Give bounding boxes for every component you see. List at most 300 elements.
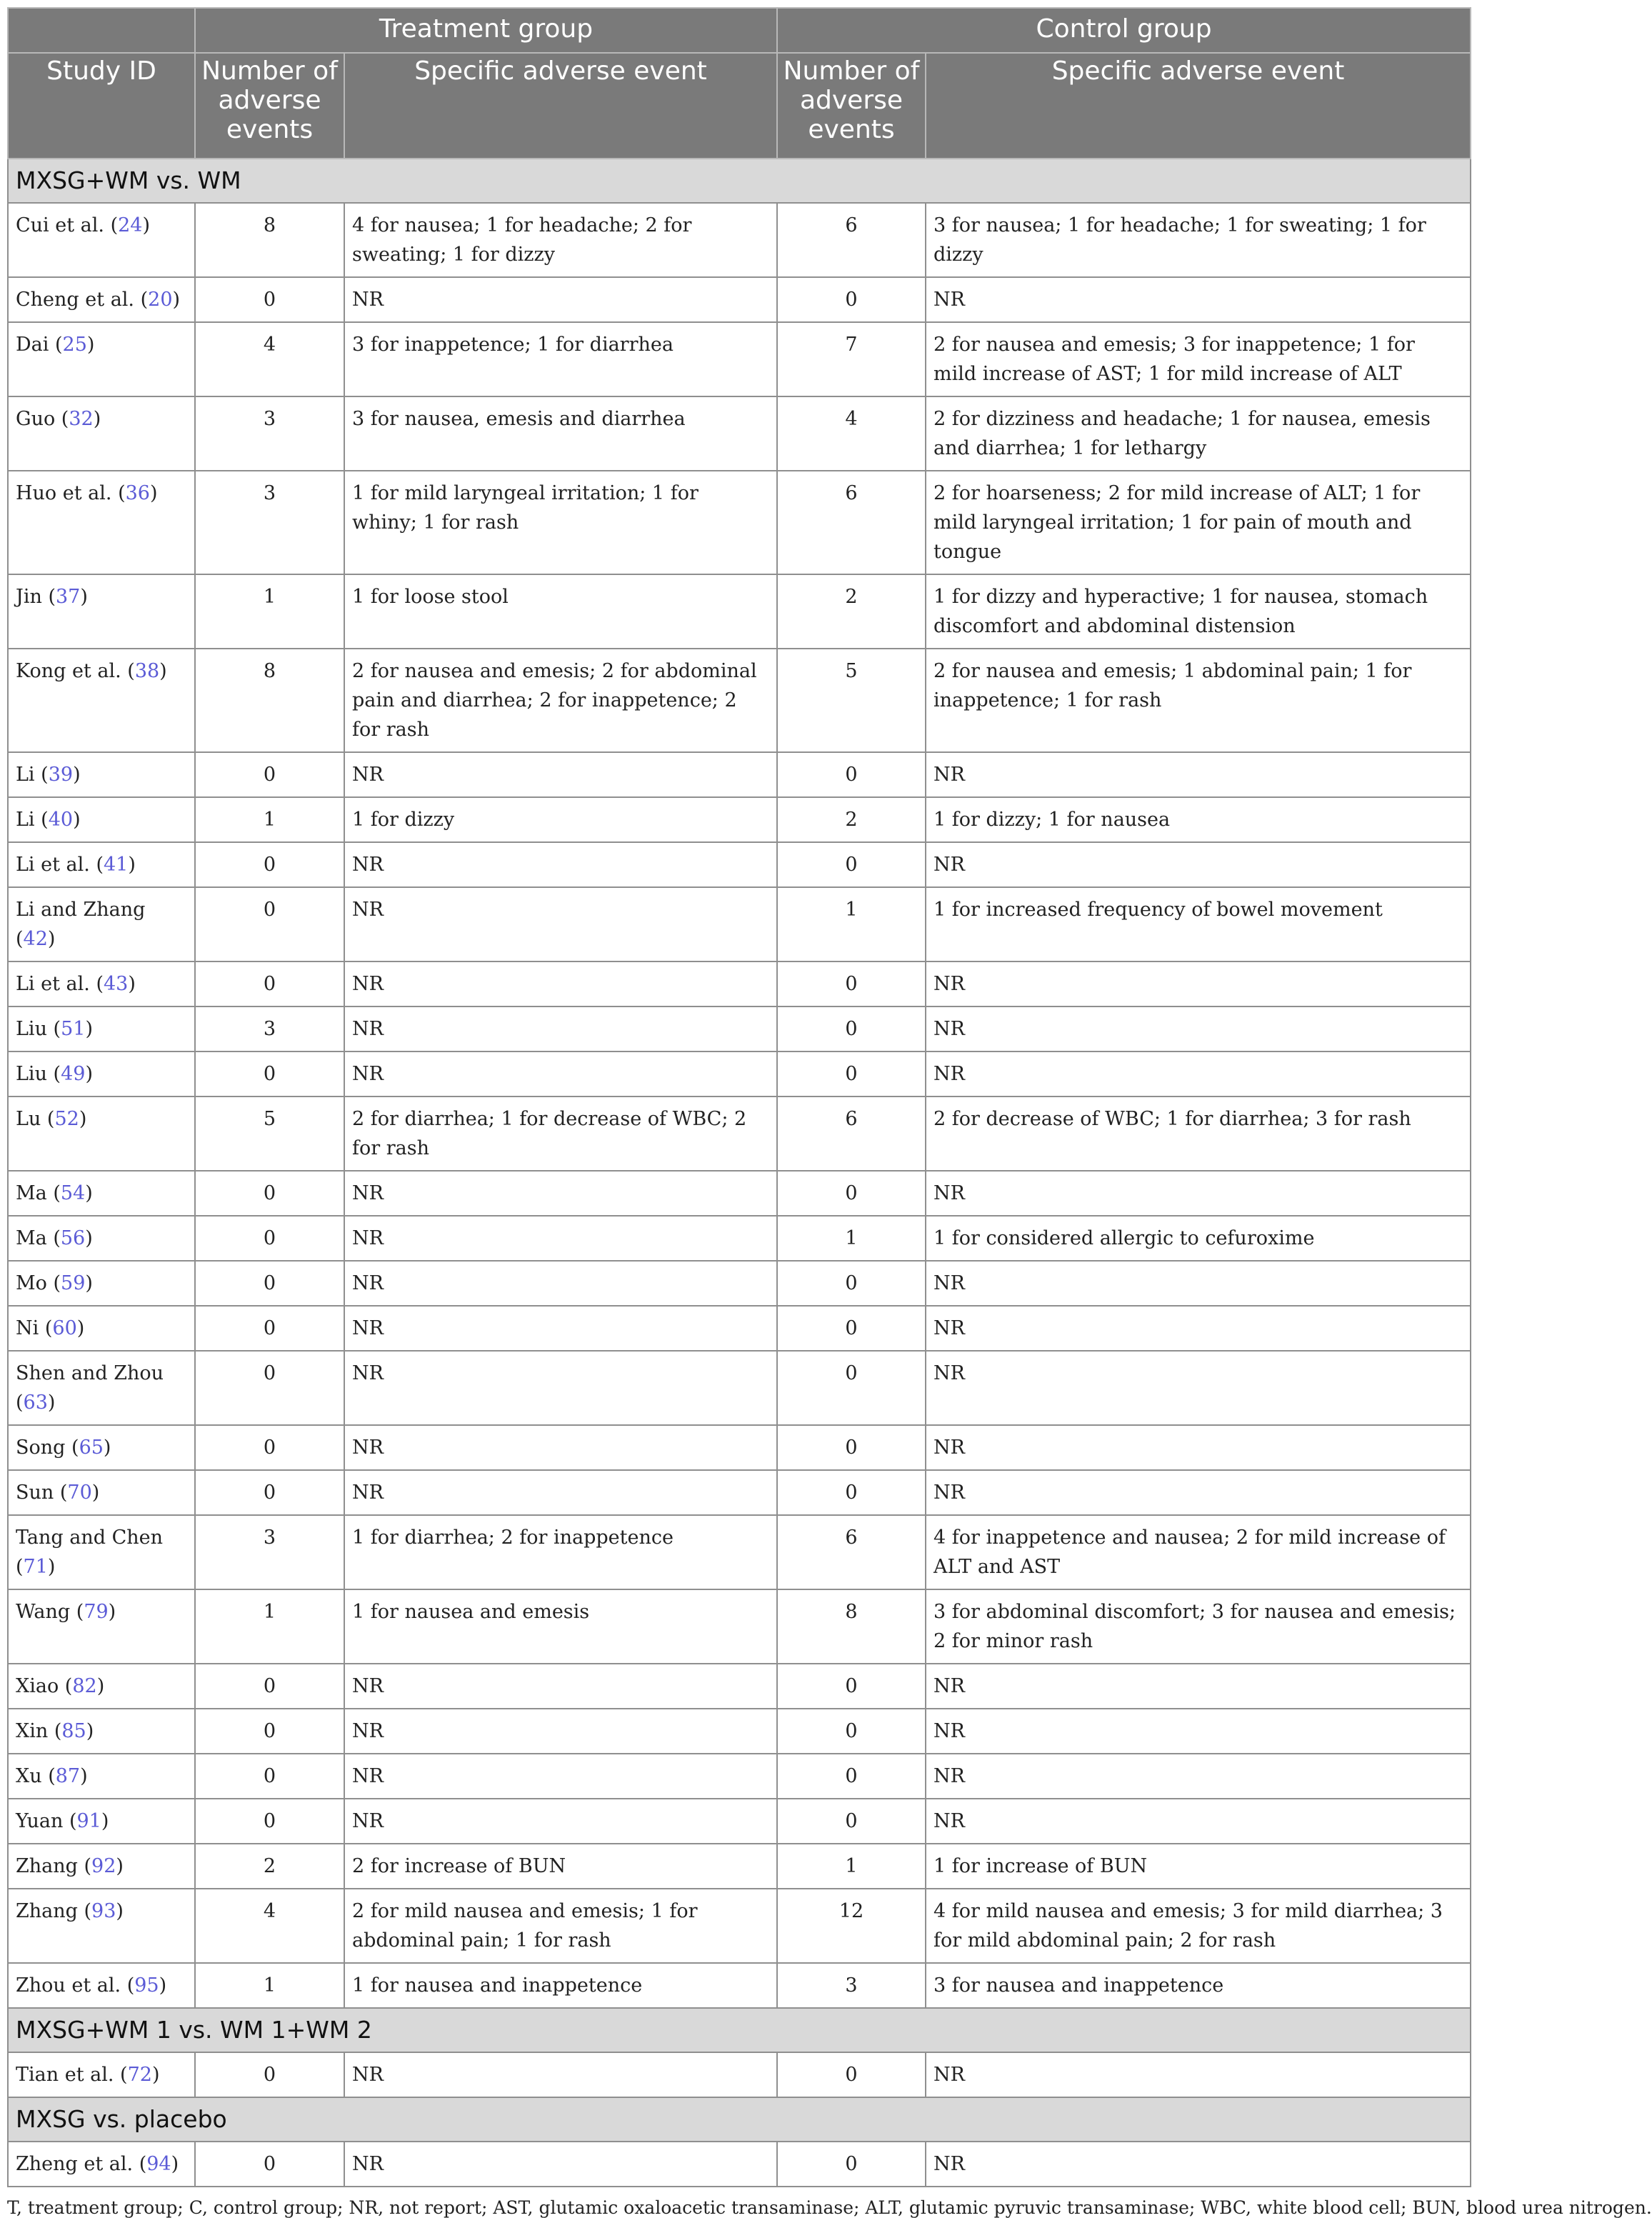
ref-paren-open: (: [55, 408, 69, 430]
table-container: [7, 7, 1652, 2218]
section-title: MXSG+WM vs. WM: [8, 159, 1471, 203]
table-header: [8, 8, 1471, 159]
study-id-cell: [8, 1799, 195, 1844]
control-specific-event: NR: [926, 2142, 1471, 2187]
control-specific-event: NR: [926, 2052, 1471, 2097]
treatment-specific-event: NR: [344, 887, 777, 961]
table-row: [8, 1754, 1471, 1799]
treatment-specific-event: 1 for mild laryngeal irritation; 1 for whiny; 1 for rash: [344, 471, 777, 574]
control-num-events: 6: [777, 471, 926, 574]
reference-link[interactable]: 91: [76, 1810, 101, 1832]
reference-link[interactable]: 93: [91, 1900, 116, 1922]
reference-link[interactable]: 56: [60, 1227, 86, 1249]
table-row: [8, 1889, 1471, 1963]
control-specific-event: 3 for nausea; 1 for headache; 1 for sweating; 1 for dizzy: [926, 203, 1471, 277]
table-row: [8, 1963, 1471, 2008]
control-specific-event: 1 for increased frequency of bowel movement: [926, 887, 1471, 961]
study-name: Tian et al.: [16, 2064, 114, 2086]
study-name: Sun: [16, 1482, 54, 1504]
treatment-num-events: 8: [195, 649, 344, 752]
reference-link[interactable]: 41: [104, 854, 129, 876]
table-row: [8, 887, 1471, 961]
treatment-num-events: 0: [195, 1754, 344, 1799]
control-specific-event: 4 for mild nausea and emesis; 3 for mild diarrhea; 3 for mild abdominal pain; 2 for rash: [926, 1889, 1471, 1963]
section-row: [8, 2008, 1471, 2052]
reference-link[interactable]: 92: [91, 1855, 116, 1877]
control-num-events: 2: [777, 797, 926, 842]
control-num-events: 8: [777, 1589, 926, 1664]
reference-link[interactable]: 38: [134, 660, 160, 682]
ref-paren-close: ): [93, 408, 101, 430]
study-name: Wang: [16, 1601, 71, 1623]
table-footnote: T, treatment group; C, control group; NR, not report; AST, glutamic oxaloacetic transaminase; ALT, glutamic pyruvic transaminase; WBC, white blood cell; BUN, blood urea nitrogen.: [7, 2197, 1652, 2218]
section-row: [8, 2097, 1471, 2142]
reference-link[interactable]: 42: [23, 928, 48, 950]
study-id-cell: [8, 396, 195, 471]
control-num-events: 6: [777, 203, 926, 277]
ref-paren-close: ): [151, 2064, 160, 2086]
table-row: [8, 1261, 1471, 1306]
table-body: [8, 159, 1471, 2187]
treatment-specific-event: NR: [344, 842, 777, 887]
control-specific-event: 1 for increase of BUN: [926, 1844, 1471, 1889]
control-num-events: 0: [777, 1306, 926, 1351]
table-row: [8, 842, 1471, 887]
section-title: MXSG vs. placebo: [8, 2097, 1471, 2142]
control-specific-event: 2 for decrease of WBC; 1 for diarrhea; 3 for rash: [926, 1096, 1471, 1171]
study-id-cell: [8, 203, 195, 277]
ref-paren-close: ): [85, 1063, 93, 1085]
control-num-events: 0: [777, 752, 926, 797]
ref-paren-close: ): [79, 1108, 87, 1130]
control-num-events: 6: [777, 1096, 926, 1171]
treatment-specific-event: NR: [344, 1470, 777, 1515]
control-num-events: 0: [777, 1051, 926, 1096]
ref-paren-close: ): [116, 1855, 124, 1877]
study-name: Li et al.: [16, 854, 90, 876]
control-specific-event: NR: [926, 1006, 1471, 1051]
treatment-specific-event: 2 for increase of BUN: [344, 1844, 777, 1889]
control-specific-event: NR: [926, 961, 1471, 1006]
treatment-num-events: 3: [195, 471, 344, 574]
study-name: Liu: [16, 1063, 47, 1085]
control-num-events: 0: [777, 1799, 926, 1844]
reference-link[interactable]: 71: [23, 1556, 48, 1578]
table-row: [8, 2052, 1471, 2097]
ref-paren-close: ): [86, 1720, 94, 1742]
study-name: Li: [16, 809, 35, 831]
study-name: Ma: [16, 1227, 47, 1249]
ref-paren-close: ): [128, 973, 136, 995]
table-row: [8, 1006, 1471, 1051]
table-row: [8, 2142, 1471, 2187]
ref-paren-close: ): [108, 1601, 116, 1623]
study-id-cell: [8, 471, 195, 574]
table-row: [8, 1216, 1471, 1261]
control-num-events: 0: [777, 2142, 926, 2187]
treatment-num-events: 0: [195, 1709, 344, 1754]
ref-paren-close: ): [103, 1437, 111, 1459]
study-id-cell: [8, 1261, 195, 1306]
treatment-num-events: 0: [195, 1470, 344, 1515]
reference-link[interactable]: 24: [118, 214, 143, 236]
ref-paren-close: ): [76, 1317, 85, 1339]
study-name: Kong et al.: [16, 660, 121, 682]
ref-paren-open: (: [114, 2064, 128, 2086]
ref-paren-close: ): [73, 809, 81, 831]
study-id-cell: [8, 1171, 195, 1216]
ref-paren-close: ): [142, 214, 151, 236]
header-treatment-specific-event: Specific adverse event: [344, 53, 777, 159]
study-name: Ma: [16, 1182, 47, 1204]
table-row: [8, 1470, 1471, 1515]
control-specific-event: 2 for dizziness and headache; 1 for nausea, emesis and diarrhea; 1 for lethargy: [926, 396, 1471, 471]
treatment-specific-event: 1 for loose stool: [344, 574, 777, 649]
table-row: [8, 961, 1471, 1006]
reference-link[interactable]: 82: [72, 1675, 97, 1697]
reference-link[interactable]: 59: [61, 1272, 86, 1294]
study-name: Zhang: [16, 1900, 78, 1922]
header-blank: [8, 8, 195, 53]
ref-paren-open: (: [46, 1272, 61, 1294]
treatment-num-events: 0: [195, 1425, 344, 1470]
ref-paren-open: (: [34, 764, 49, 786]
ref-paren-close: ): [159, 660, 167, 682]
reference-link[interactable]: 54: [60, 1182, 86, 1204]
treatment-specific-event: NR: [344, 1664, 777, 1709]
treatment-num-events: 0: [195, 1261, 344, 1306]
ref-paren-open: (: [46, 1018, 61, 1040]
ref-paren-open: (: [41, 586, 56, 608]
study-id-cell: [8, 2052, 195, 2097]
control-specific-event: 2 for hoarseness; 2 for mild increase of ALT; 1 for mild laryngeal irritation; 1 for pain of mouth and tongue: [926, 471, 1471, 574]
control-specific-event: 1 for dizzy; 1 for nausea: [926, 797, 1471, 842]
reference-link[interactable]: 85: [61, 1720, 86, 1742]
ref-paren-close: ): [47, 1556, 56, 1578]
study-id-cell: [8, 322, 195, 396]
control-specific-event: 2 for nausea and emesis; 1 abdominal pain; 1 for inappetence; 1 for rash: [926, 649, 1471, 752]
ref-paren-open: (: [16, 1556, 24, 1578]
ref-paren-close: ): [85, 1227, 93, 1249]
reference-link[interactable]: 63: [23, 1392, 48, 1414]
ref-paren-open: (: [134, 289, 149, 311]
study-id-cell: [8, 1754, 195, 1799]
study-name: Tang and Chen: [16, 1527, 164, 1549]
ref-paren-open: (: [41, 1108, 55, 1130]
study-id-cell: [8, 961, 195, 1006]
study-id-cell: [8, 887, 195, 961]
table-row: [8, 203, 1471, 277]
reference-link[interactable]: 65: [79, 1437, 104, 1459]
treatment-specific-event: NR: [344, 1216, 777, 1261]
control-specific-event: NR: [926, 1425, 1471, 1470]
control-specific-event: NR: [926, 1754, 1471, 1799]
table-row: [8, 1709, 1471, 1754]
study-name: Mo: [16, 1272, 47, 1294]
control-num-events: 4: [777, 396, 926, 471]
study-id-cell: [8, 1515, 195, 1589]
study-name: Zhou et al.: [16, 1974, 121, 1997]
ref-paren-close: ): [80, 1765, 88, 1787]
study-id-cell: [8, 1425, 195, 1470]
treatment-specific-event: NR: [344, 277, 777, 322]
treatment-specific-event: NR: [344, 1351, 777, 1425]
table-row: [8, 1171, 1471, 1216]
table-row: [8, 277, 1471, 322]
study-name: Huo et al.: [16, 482, 112, 504]
reference-link[interactable]: 72: [127, 2064, 152, 2086]
study-id-cell: [8, 1963, 195, 2008]
treatment-specific-event: NR: [344, 1799, 777, 1844]
treatment-num-events: 0: [195, 752, 344, 797]
table-row: [8, 574, 1471, 649]
ref-paren-open: (: [46, 1063, 61, 1085]
treatment-specific-event: 3 for nausea, emesis and diarrhea: [344, 396, 777, 471]
study-id-cell: [8, 1844, 195, 1889]
ref-paren-close: ): [80, 586, 88, 608]
ref-paren-close: ): [85, 1018, 93, 1040]
ref-paren-open: (: [111, 482, 126, 504]
reference-link[interactable]: 94: [146, 2153, 171, 2175]
study-id-cell: [8, 1351, 195, 1425]
treatment-num-events: 3: [195, 396, 344, 471]
control-specific-event: 3 for nausea and inappetence: [926, 1963, 1471, 2008]
control-num-events: 0: [777, 1664, 926, 1709]
control-num-events: 0: [777, 1171, 926, 1216]
study-name: Xiao: [16, 1675, 59, 1697]
reference-link[interactable]: 60: [52, 1317, 77, 1339]
study-id-cell: [8, 649, 195, 752]
control-num-events: 1: [777, 1216, 926, 1261]
ref-paren-open: (: [63, 1810, 77, 1832]
reference-link[interactable]: 37: [55, 586, 81, 608]
treatment-specific-event: NR: [344, 1171, 777, 1216]
study-id-cell: [8, 1664, 195, 1709]
section-row: [8, 159, 1471, 203]
reference-link[interactable]: 40: [48, 809, 74, 831]
treatment-specific-event: 2 for nausea and emesis; 2 for abdominal pain and diarrhea; 2 for inappetence; 2 for rash: [344, 649, 777, 752]
ref-paren-close: ): [96, 1675, 105, 1697]
control-specific-event: 4 for inappetence and nausea; 2 for mild increase of ALT and AST: [926, 1515, 1471, 1589]
control-num-events: 6: [777, 1515, 926, 1589]
reference-link[interactable]: 52: [54, 1108, 79, 1130]
ref-paren-close: ): [128, 854, 136, 876]
control-num-events: 7: [777, 322, 926, 396]
study-name: Zheng et al.: [16, 2153, 134, 2175]
table-row: [8, 649, 1471, 752]
reference-link[interactable]: 79: [84, 1601, 109, 1623]
ref-paren-open: (: [41, 1765, 56, 1787]
control-specific-event: NR: [926, 1799, 1471, 1844]
study-name: Zhang: [16, 1855, 78, 1877]
control-num-events: 0: [777, 842, 926, 887]
table-row: [8, 1306, 1471, 1351]
study-name: Song: [16, 1437, 66, 1459]
ref-paren-open: (: [46, 1227, 61, 1249]
treatment-specific-event: NR: [344, 1261, 777, 1306]
treatment-num-events: 1: [195, 797, 344, 842]
ref-paren-close: ): [172, 289, 181, 311]
control-num-events: 0: [777, 1425, 926, 1470]
reference-link[interactable]: 32: [69, 408, 94, 430]
control-num-events: 12: [777, 1889, 926, 1963]
treatment-specific-event: NR: [344, 752, 777, 797]
ref-paren-open: (: [48, 1720, 62, 1742]
treatment-specific-event: 1 for dizzy: [344, 797, 777, 842]
reference-link[interactable]: 25: [62, 334, 87, 356]
study-id-cell: [8, 574, 195, 649]
treatment-num-events: 0: [195, 1664, 344, 1709]
ref-paren-open: (: [39, 1317, 53, 1339]
ref-paren-close: ): [101, 1810, 109, 1832]
reference-link[interactable]: 36: [125, 482, 150, 504]
ref-paren-close: ): [86, 334, 95, 356]
table-row: [8, 1844, 1471, 1889]
ref-paren-open: (: [77, 1855, 92, 1877]
study-id-cell: [8, 1006, 195, 1051]
ref-paren-open: (: [104, 214, 119, 236]
treatment-num-events: 3: [195, 1515, 344, 1589]
control-num-events: 0: [777, 1709, 926, 1754]
control-num-events: 0: [777, 1006, 926, 1051]
control-num-events: 0: [777, 1754, 926, 1799]
treatment-specific-event: NR: [344, 1006, 777, 1051]
header-study-id: Study ID: [8, 53, 195, 159]
reference-link[interactable]: 51: [61, 1018, 86, 1040]
ref-paren-open: (: [59, 1675, 73, 1697]
study-name: Liu: [16, 1018, 47, 1040]
control-num-events: 0: [777, 1351, 926, 1425]
study-id-cell: [8, 1051, 195, 1096]
control-num-events: 1: [777, 1844, 926, 1889]
ref-paren-close: ): [47, 928, 56, 950]
table-row: [8, 1425, 1471, 1470]
treatment-specific-event: NR: [344, 1425, 777, 1470]
treatment-num-events: 0: [195, 1051, 344, 1096]
study-id-cell: [8, 1589, 195, 1664]
ref-paren-open: (: [16, 1392, 24, 1414]
treatment-specific-event: NR: [344, 1709, 777, 1754]
table-row: [8, 1051, 1471, 1096]
treatment-specific-event: NR: [344, 1306, 777, 1351]
table-row: [8, 797, 1471, 842]
ref-paren-close: ): [159, 1974, 167, 1997]
control-specific-event: NR: [926, 842, 1471, 887]
ref-paren-open: (: [133, 2153, 147, 2175]
study-name: Ni: [16, 1317, 39, 1339]
study-id-cell: [8, 1470, 195, 1515]
treatment-specific-event: 3 for inappetence; 1 for diarrhea: [344, 322, 777, 396]
reference-link[interactable]: 39: [48, 764, 74, 786]
reference-link[interactable]: 70: [67, 1482, 92, 1504]
ref-paren-open: (: [54, 1482, 68, 1504]
control-num-events: 0: [777, 961, 926, 1006]
ref-paren-close: ): [47, 1392, 56, 1414]
control-specific-event: NR: [926, 277, 1471, 322]
reference-link[interactable]: 49: [61, 1063, 86, 1085]
ref-paren-close: ): [85, 1272, 93, 1294]
table-row: [8, 471, 1471, 574]
control-num-events: 1: [777, 887, 926, 961]
treatment-num-events: 0: [195, 1306, 344, 1351]
control-specific-event: NR: [926, 1709, 1471, 1754]
treatment-specific-event: NR: [344, 1051, 777, 1096]
study-name: Xu: [16, 1765, 42, 1787]
control-specific-event: NR: [926, 1171, 1471, 1216]
treatment-specific-event: 1 for diarrhea; 2 for inappetence: [344, 1515, 777, 1589]
study-name: Cui et al.: [16, 214, 104, 236]
treatment-num-events: 0: [195, 961, 344, 1006]
study-name: Guo: [16, 408, 56, 430]
control-specific-event: 2 for nausea and emesis; 3 for inappetence; 1 for mild increase of AST; 1 for mild increase of ALT: [926, 322, 1471, 396]
treatment-specific-event: NR: [344, 1754, 777, 1799]
treatment-num-events: 5: [195, 1096, 344, 1171]
treatment-num-events: 0: [195, 1351, 344, 1425]
control-specific-event: NR: [926, 752, 1471, 797]
study-name: Yuan: [16, 1810, 64, 1832]
control-num-events: 0: [777, 2052, 926, 2097]
control-num-events: 3: [777, 1963, 926, 2008]
treatment-specific-event: 1 for nausea and inappetence: [344, 1963, 777, 2008]
control-num-events: 2: [777, 574, 926, 649]
ref-paren-close: ): [73, 764, 81, 786]
treatment-num-events: 0: [195, 1216, 344, 1261]
ref-paren-open: (: [49, 334, 63, 356]
treatment-specific-event: 2 for mild nausea and emesis; 1 for abdominal pain; 1 for rash: [344, 1889, 777, 1963]
control-specific-event: 3 for abdominal discomfort; 3 for nausea and emesis; 2 for minor rash: [926, 1589, 1471, 1664]
reference-link[interactable]: 87: [55, 1765, 81, 1787]
study-name: Li et al.: [16, 973, 90, 995]
treatment-num-events: 4: [195, 1889, 344, 1963]
reference-link[interactable]: 43: [104, 973, 129, 995]
treatment-specific-event: NR: [344, 961, 777, 1006]
study-name: Lu: [16, 1108, 41, 1130]
study-name: Jin: [16, 586, 42, 608]
study-name: Dai: [16, 334, 49, 356]
ref-paren-close: ): [85, 1182, 93, 1204]
reference-link[interactable]: 95: [134, 1974, 159, 1997]
control-num-events: 5: [777, 649, 926, 752]
table-row: [8, 1664, 1471, 1709]
table-row: [8, 1515, 1471, 1589]
header-control-group: Control group: [777, 8, 1471, 53]
reference-link[interactable]: 20: [148, 289, 173, 311]
header-treatment-group: Treatment group: [195, 8, 777, 53]
treatment-num-events: 1: [195, 1589, 344, 1664]
ref-paren-open: (: [89, 973, 104, 995]
treatment-num-events: 0: [195, 887, 344, 961]
treatment-specific-event: NR: [344, 2052, 777, 2097]
ref-paren-open: (: [121, 660, 135, 682]
control-specific-event: 1 for considered allergic to cefuroxime: [926, 1216, 1471, 1261]
treatment-num-events: 4: [195, 322, 344, 396]
study-name: Li and Zhang: [16, 899, 146, 921]
ref-paren-close: ): [116, 1900, 124, 1922]
table-row: [8, 1589, 1471, 1664]
study-id-cell: [8, 1306, 195, 1351]
treatment-specific-event: NR: [344, 2142, 777, 2187]
control-specific-event: NR: [926, 1261, 1471, 1306]
table-row: [8, 1096, 1471, 1171]
treatment-num-events: 0: [195, 277, 344, 322]
ref-paren-close: ): [91, 1482, 100, 1504]
treatment-num-events: 1: [195, 1963, 344, 2008]
ref-paren-open: (: [70, 1601, 84, 1623]
study-id-cell: [8, 752, 195, 797]
section-title: MXSG+WM 1 vs. WM 1+WM 2: [8, 2008, 1471, 2052]
header-control-num-events: Number of adverse events: [777, 53, 926, 159]
study-id-cell: [8, 2142, 195, 2187]
